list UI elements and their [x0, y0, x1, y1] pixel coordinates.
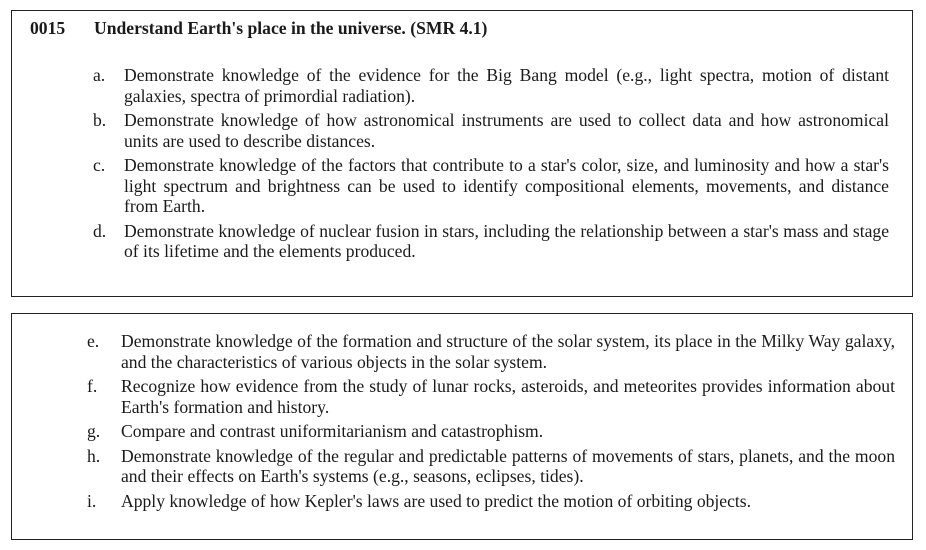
item-marker: b.	[93, 110, 107, 130]
list-item-h	[87, 446, 895, 487]
item-text: Demonstrate knowledge of the evidence for the Big Bang model (e.g., light spectra, motion of distant galaxies, spectra of primordial radiation).	[124, 65, 889, 106]
item-text: Demonstrate knowledge of the factors that contribute to a star's color, size, and luminosity and how a star's light spectrum and brightness can be used to identify compositional elements, movements, and distance from Earth.	[124, 155, 889, 216]
list-item-e	[87, 331, 895, 372]
list-item-i	[87, 491, 895, 512]
item-marker: f.	[87, 376, 98, 396]
item-text: Compare and contrast uniformitarianism and catastrophism.	[121, 421, 544, 441]
item-marker: e.	[87, 331, 100, 351]
list-item-b	[93, 110, 889, 151]
objective-code: 0015	[30, 18, 66, 38]
objective-heading	[30, 16, 487, 40]
item-marker: d.	[93, 220, 107, 241]
objective-box-1	[11, 10, 913, 297]
item-text: Demonstrate knowledge of how astronomical instruments are used to collect data and how astronomical units are used to describe distances.	[124, 110, 889, 151]
list-item-a	[93, 65, 889, 106]
item-marker: c.	[93, 155, 106, 175]
item-marker: i.	[87, 490, 97, 511]
item-text: Demonstrate knowledge of the formation and structure of the solar system, its place in the Milky Way galaxy, and the characteristics of various objects in the solar system.	[121, 331, 895, 372]
item-text: Apply knowledge of how Kepler's laws are used to predict the motion of orbiting objects.	[121, 490, 752, 511]
list-item-f	[87, 376, 895, 417]
item-marker: a.	[93, 65, 106, 85]
objective-title: Understand Earth's place in the universe. (SMR 4.1)	[94, 18, 488, 38]
item-text: Demonstrate knowledge of nuclear fusion in stars, including the relationship between a star's mass and stage of its lifetime and the elements produced.	[124, 220, 889, 261]
objective-list-2	[87, 331, 895, 515]
list-item-d	[93, 221, 889, 262]
objective-list-1	[93, 65, 889, 266]
item-text: Demonstrate knowledge of the regular and predictable patterns of movements of stars, planets, and the moon and their effects on Earth's systems (e.g., seasons, eclipses, tides).	[121, 445, 895, 486]
objective-box-2	[11, 313, 913, 540]
item-text: Recognize how evidence from the study of lunar rocks, asteroids, and meteorites provides information about Earth's formation and history.	[121, 376, 895, 417]
item-marker: g.	[87, 421, 101, 441]
list-item-g	[87, 421, 895, 442]
item-marker: h.	[87, 445, 101, 466]
list-item-c	[93, 155, 889, 217]
